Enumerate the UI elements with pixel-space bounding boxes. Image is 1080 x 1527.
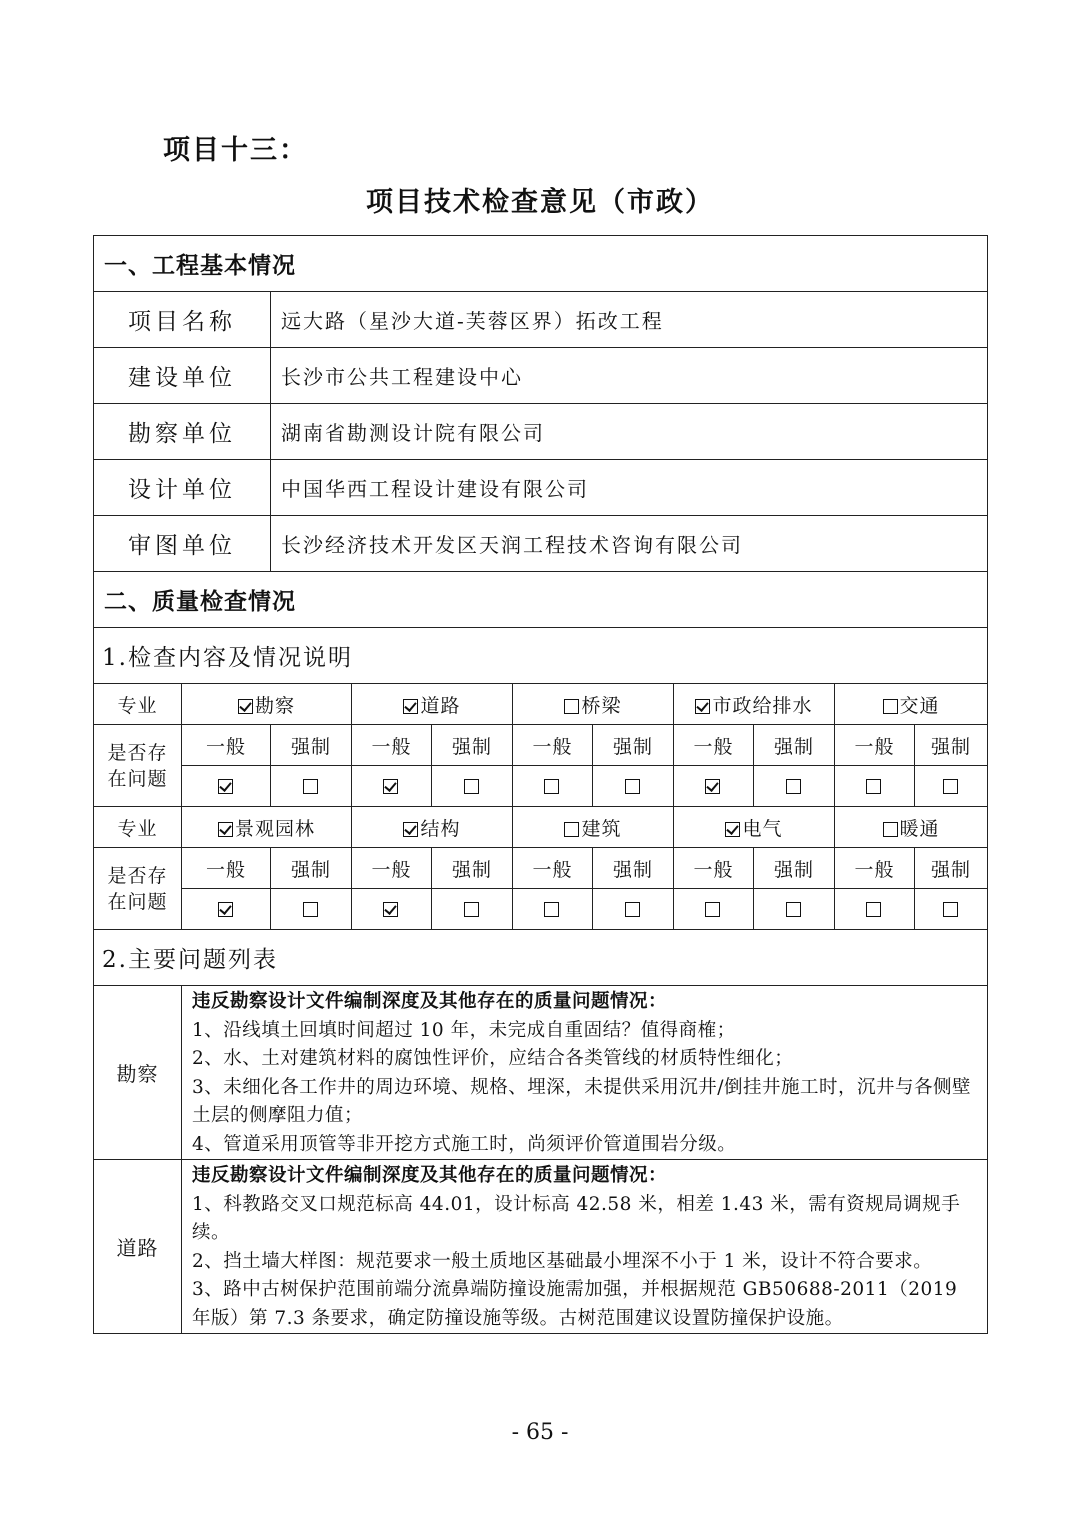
issue-item: 1、科教路交叉口规范标高 44.01，设计标高 42.58 米，相差 1.43 米，需有资规局调规手续。 xyxy=(192,1193,961,1243)
general-label: 一般 xyxy=(835,725,915,766)
mandatory-check-cell xyxy=(271,889,352,930)
major-cell xyxy=(513,807,674,848)
mandatory-check-cell xyxy=(754,889,835,930)
mandatory-label: 强制 xyxy=(432,725,513,766)
checked-box-icon xyxy=(705,779,720,794)
checked-box-icon xyxy=(218,779,233,794)
major-cell xyxy=(182,807,352,848)
major-name: 景观园林 xyxy=(234,817,315,840)
major-cell xyxy=(352,684,513,725)
major-name: 市政给排水 xyxy=(712,694,813,717)
general-label: 一般 xyxy=(182,725,271,766)
mandatory-label: 强制 xyxy=(593,725,674,766)
section-basic-info: 一、工程基本情况 xyxy=(94,236,988,292)
section-quality-check: 二、质量检查情况 xyxy=(94,572,988,628)
issue-content xyxy=(182,986,988,1160)
checked-box-icon xyxy=(403,699,418,714)
major-name: 道路 xyxy=(420,694,461,717)
issue-exists-label: 是否存 在问题 xyxy=(94,725,182,807)
page-title: 项目技术检查意见（市政） xyxy=(366,187,714,218)
empty-box-icon xyxy=(943,902,958,917)
general-label: 一般 xyxy=(674,725,754,766)
subsection-issue-list: 2.主要问题列表 xyxy=(94,930,988,986)
empty-box-icon xyxy=(544,779,559,794)
major-name: 勘察 xyxy=(254,694,295,717)
level-row xyxy=(94,848,988,889)
mandatory-check-cell xyxy=(593,766,674,807)
major-cell xyxy=(674,684,835,725)
mandatory-label: 强制 xyxy=(915,848,988,889)
checkbox-row xyxy=(94,889,988,930)
info-value: 长沙市公共工程建设中心 xyxy=(271,348,988,404)
major-name: 桥梁 xyxy=(581,694,622,717)
major-label: 专业 xyxy=(94,684,182,725)
general-check-cell xyxy=(182,766,271,807)
major-name: 结构 xyxy=(420,817,461,840)
general-label: 一般 xyxy=(352,725,432,766)
empty-box-icon xyxy=(883,699,898,714)
major-label: 专业 xyxy=(94,807,182,848)
mandatory-check-cell xyxy=(915,889,988,930)
major-name: 暖通 xyxy=(899,817,940,840)
major-cell xyxy=(835,807,988,848)
issue-list xyxy=(94,986,988,1334)
checked-box-icon xyxy=(383,902,398,917)
empty-box-icon xyxy=(786,779,801,794)
checked-box-icon xyxy=(725,822,740,837)
general-check-cell xyxy=(674,889,754,930)
info-label: 勘察单位 xyxy=(94,404,271,460)
issue-category: 勘察 xyxy=(94,986,182,1160)
mandatory-label: 强制 xyxy=(271,848,352,889)
empty-box-icon xyxy=(786,902,801,917)
mandatory-label: 强制 xyxy=(754,725,835,766)
general-label: 一般 xyxy=(513,725,593,766)
general-check-cell xyxy=(835,889,915,930)
issue-header: 违反勘察设计文件编制深度及其他存在的质量问题情况： xyxy=(192,1165,668,1186)
issue-header: 违反勘察设计文件编制深度及其他存在的质量问题情况： xyxy=(192,991,668,1012)
general-check-cell xyxy=(352,766,432,807)
info-row xyxy=(94,460,988,516)
mandatory-label: 强制 xyxy=(432,848,513,889)
major-cell xyxy=(182,684,352,725)
page-number: - 65 - xyxy=(511,1420,569,1445)
info-value: 远大路（星沙大道-芙蓉区界）拓改工程 xyxy=(271,292,988,348)
general-label: 一般 xyxy=(182,848,271,889)
general-check-cell xyxy=(513,766,593,807)
major-row xyxy=(94,684,988,725)
checked-box-icon xyxy=(383,779,398,794)
info-value: 中国华西工程设计建设有限公司 xyxy=(271,460,988,516)
check-grid xyxy=(94,684,988,930)
issue-item: 3、路中古树保护范围前端分流鼻端防撞设施需加强，并根据规范 GB50688-2011（2019 年版）第 7.3 条要求，确定防撞设施等级。古树范围建议设置防撞保护设施。 xyxy=(192,1279,958,1329)
info-row xyxy=(94,348,988,404)
checked-box-icon xyxy=(218,902,233,917)
major-cell xyxy=(352,807,513,848)
checkbox-row xyxy=(94,766,988,807)
empty-box-icon xyxy=(464,779,479,794)
checked-box-icon xyxy=(403,822,418,837)
info-label: 项目名称 xyxy=(94,292,271,348)
info-value: 长沙经济技术开发区天润工程技术咨询有限公司 xyxy=(271,516,988,572)
mandatory-label: 强制 xyxy=(915,725,988,766)
project-heading: 项目十三： xyxy=(163,135,308,166)
issue-row xyxy=(94,986,988,1160)
issue-item: 2、水、土对建筑材料的腐蚀性评价，应结合各类管线的材质特性细化； xyxy=(192,1048,794,1069)
major-name: 交通 xyxy=(899,694,940,717)
info-row xyxy=(94,404,988,460)
issue-content xyxy=(182,1160,988,1334)
info-row xyxy=(94,292,988,348)
empty-box-icon xyxy=(564,822,579,837)
info-label: 建设单位 xyxy=(94,348,271,404)
mandatory-label: 强制 xyxy=(754,848,835,889)
empty-box-icon xyxy=(943,779,958,794)
general-label: 一般 xyxy=(835,848,915,889)
empty-box-icon xyxy=(883,822,898,837)
checked-box-icon xyxy=(218,822,233,837)
mandatory-label: 强制 xyxy=(593,848,674,889)
empty-box-icon xyxy=(866,902,881,917)
inspection-table xyxy=(93,235,988,1334)
empty-box-icon xyxy=(625,902,640,917)
mandatory-check-cell xyxy=(432,889,513,930)
general-label: 一般 xyxy=(513,848,593,889)
issue-category: 道路 xyxy=(94,1160,182,1334)
mandatory-check-cell xyxy=(271,766,352,807)
issue-exists-label: 是否存 在问题 xyxy=(94,848,182,930)
general-check-cell xyxy=(835,766,915,807)
info-label: 审图单位 xyxy=(94,516,271,572)
mandatory-check-cell xyxy=(754,766,835,807)
major-name: 电气 xyxy=(742,817,783,840)
major-cell xyxy=(674,807,835,848)
mandatory-label: 强制 xyxy=(271,725,352,766)
empty-box-icon xyxy=(544,902,559,917)
info-label: 设计单位 xyxy=(94,460,271,516)
mandatory-check-cell xyxy=(593,889,674,930)
empty-box-icon xyxy=(625,779,640,794)
major-name: 建筑 xyxy=(581,817,622,840)
issue-item: 4、管道采用顶管等非开挖方式施工时，尚须评价管道围岩分级。 xyxy=(192,1133,737,1155)
empty-box-icon xyxy=(464,902,479,917)
empty-box-icon xyxy=(866,779,881,794)
empty-box-icon xyxy=(705,902,720,917)
general-check-cell xyxy=(352,889,432,930)
mandatory-check-cell xyxy=(432,766,513,807)
mandatory-check-cell xyxy=(915,766,988,807)
empty-box-icon xyxy=(564,699,579,714)
issue-item: 2、挡土墙大样图：规范要求一般土质地区基础最小埋深不小于 1 米，设计不符合要求。 xyxy=(192,1250,933,1272)
major-row xyxy=(94,807,988,848)
general-check-cell xyxy=(674,766,754,807)
issue-item: 1、沿线填土回填时间超过 10 年，未完成自重固结？值得商榷； xyxy=(192,1019,736,1041)
subsection-check-content: 1.检查内容及情况说明 xyxy=(94,628,988,684)
empty-box-icon xyxy=(303,902,318,917)
info-row xyxy=(94,516,988,572)
level-row xyxy=(94,725,988,766)
checked-box-icon xyxy=(238,699,253,714)
major-cell xyxy=(835,684,988,725)
issue-row xyxy=(94,1160,988,1334)
general-check-cell xyxy=(182,889,271,930)
empty-box-icon xyxy=(303,779,318,794)
info-value: 湖南省勘测设计院有限公司 xyxy=(271,404,988,460)
major-cell xyxy=(513,684,674,725)
checked-box-icon xyxy=(695,699,710,714)
general-label: 一般 xyxy=(674,848,754,889)
general-label: 一般 xyxy=(352,848,432,889)
issue-item: 3、未细化各工作井的周边环境、规格、埋深，未提供采用沉井/倒挂井施工时，沉井与各侧壁土层的侧摩阻力值； xyxy=(192,1076,972,1126)
general-check-cell xyxy=(513,889,593,930)
